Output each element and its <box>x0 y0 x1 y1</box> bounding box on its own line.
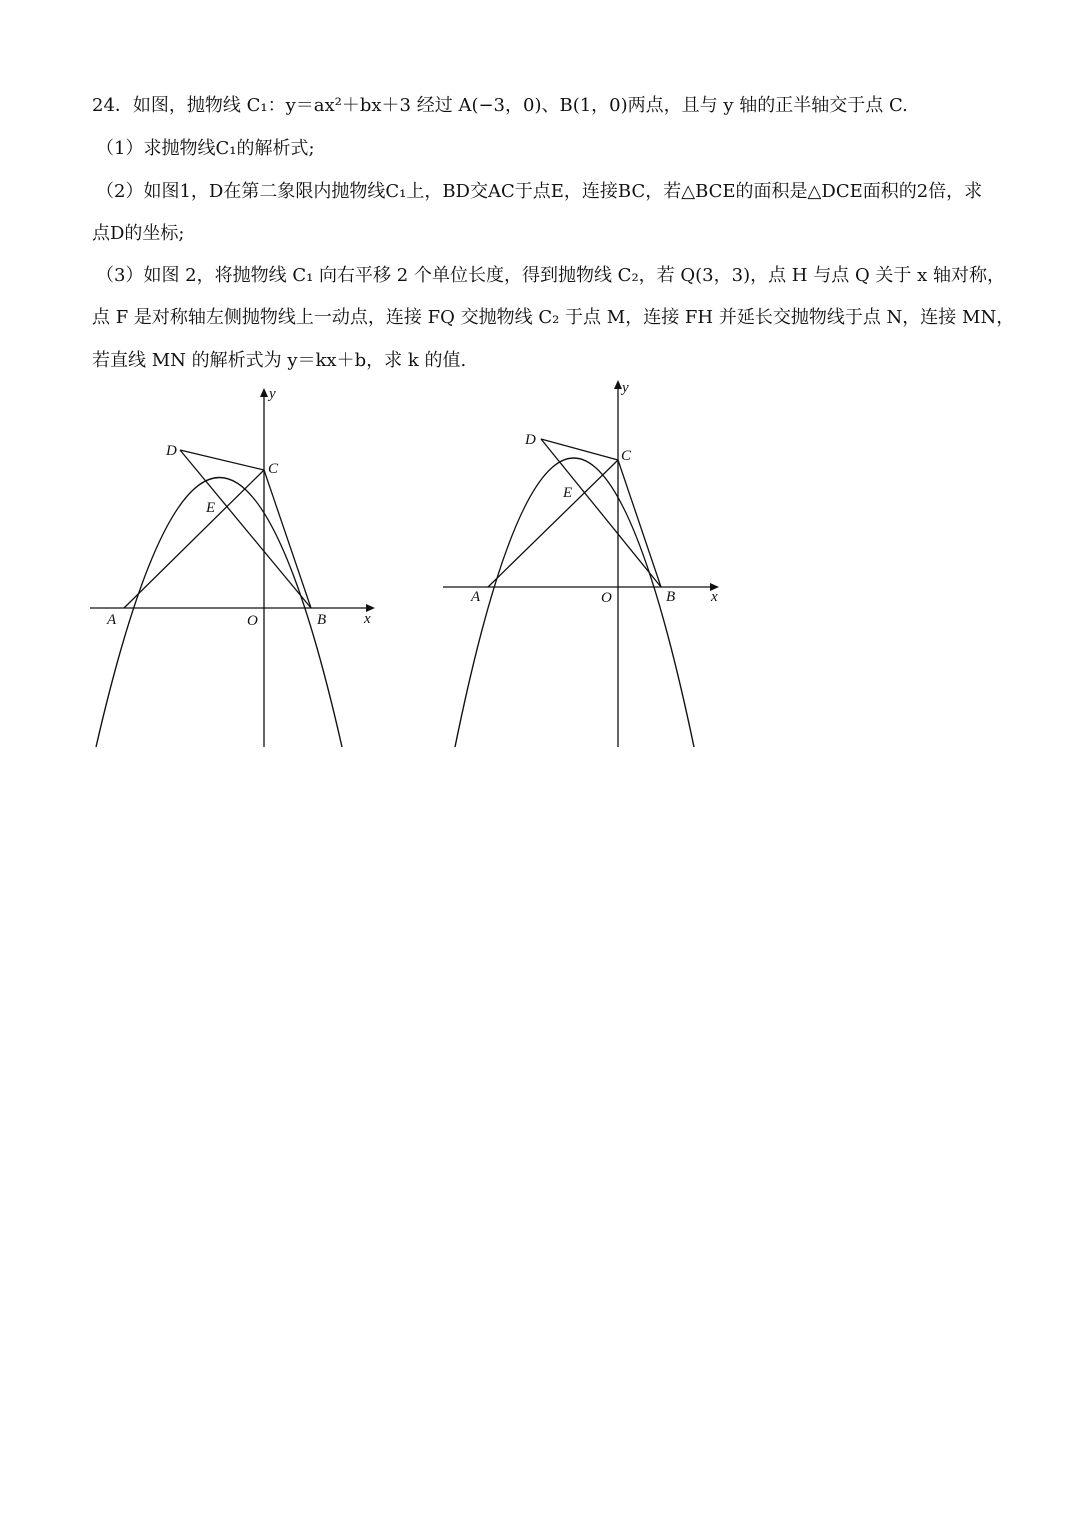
parabola-c1 <box>96 478 342 748</box>
figure-1 <box>85 380 385 756</box>
label-d: D <box>166 443 177 459</box>
label-e: E <box>563 485 573 501</box>
segment-bc <box>264 470 311 608</box>
segment-dc <box>541 439 618 460</box>
segment-bc <box>618 460 661 587</box>
label-y: y <box>269 386 276 402</box>
question-part-3: （3）如图 2，将抛物线 C₁ 向右平移 2 个单位长度，得到抛物线 C₂，若 Q(3，3)，点 H 与点 Q 关于 x 轴对称， <box>96 265 1006 286</box>
y-axis-arrow <box>614 380 622 389</box>
label-x: x <box>364 611 371 627</box>
label-c: C <box>621 448 632 464</box>
segment-bd <box>541 439 661 587</box>
segment-ac <box>124 470 264 608</box>
label-e: E <box>206 500 216 516</box>
label-o: O <box>601 590 612 606</box>
label-a: A <box>471 589 481 605</box>
y-axis-arrow <box>260 388 268 397</box>
label-y: y <box>622 380 629 396</box>
label-a: A <box>107 612 117 628</box>
label-x: x <box>711 589 718 605</box>
segment-bd <box>180 450 311 608</box>
segment-dc <box>180 450 264 470</box>
question-part-3-cont: 点 F 是对称轴左侧抛物线上一动点，连接 FQ 交抛物线 C₂ 于点 M，连接 FH 并延长交抛物线于点 N，连接 MN， <box>92 307 1015 328</box>
question-part-3-end: 若直线 MN 的解析式为 y＝kx＋b，求 k 的值. <box>92 350 467 371</box>
segment-ac <box>488 460 618 587</box>
parabola-c1 <box>455 458 694 747</box>
question-part-2-cont: 点D的坐标; <box>92 223 185 244</box>
label-c: C <box>268 461 279 477</box>
label-d: D <box>525 432 536 448</box>
problem-statement: 24．如图，抛物线 C₁：y＝ax²＋bx＋3 经过 A(−3，0)、B(1，0)两点，且与 y 轴的正半轴交于点 C. <box>92 95 908 116</box>
label-b: B <box>317 612 327 628</box>
label-b: B <box>666 589 676 605</box>
label-o: O <box>247 613 258 629</box>
question-part-1: （1）求抛物线C₁的解析式; <box>96 138 315 159</box>
question-part-2: （2）如图1，D在第二象限内抛物线C₁上，BD交AC于点E，连接BC，若△BCE的面积是△DCE面积的2倍，求 <box>96 181 983 202</box>
figure-2 <box>435 372 755 756</box>
